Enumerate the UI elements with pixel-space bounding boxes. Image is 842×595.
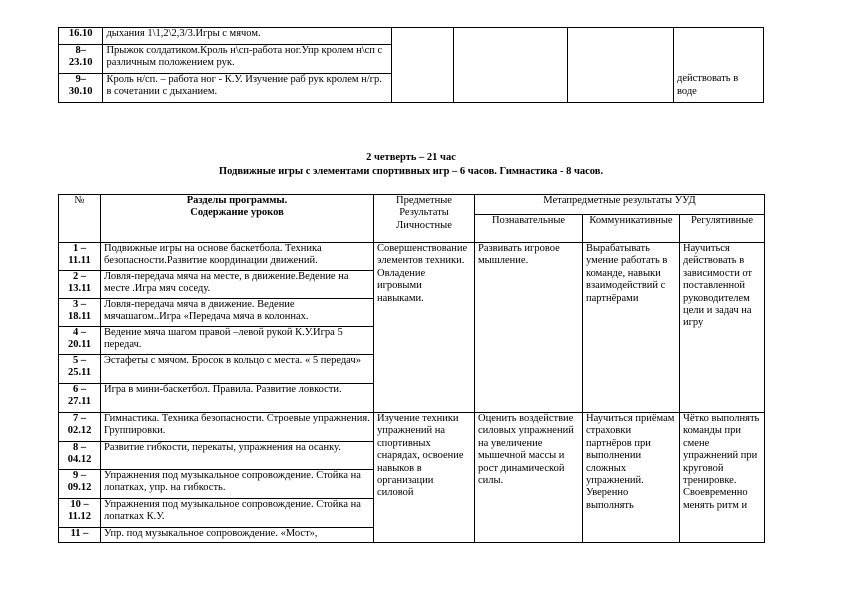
lesson-plan-table xyxy=(58,194,765,543)
lesson-content: Ловля-передача мяча в движение. Ведение мячашагом..Игра «Передача мяча в колоннах. xyxy=(101,299,374,327)
section-title: 2 четверть – 21 час xyxy=(366,152,456,163)
lesson-number: 5 – 25.11 xyxy=(59,355,101,384)
lesson-content: Игра в мини-баскетбол. Правила. Развитие ловкости. xyxy=(101,384,374,413)
block2-cognitive: Оценить воздействие силовых упражнений на увеличение мышечной массы и рост динамической силы. xyxy=(475,413,583,543)
subject-cell xyxy=(392,28,453,103)
block1-regulative: Научиться действовать в зависимости от поставленной руководителем цели и задач на игру xyxy=(680,243,765,413)
lesson-content: Развитие гибкости, перекаты, упражнения на осанку. xyxy=(101,442,374,470)
meta-results-header: Метапредметные результаты УУД xyxy=(475,195,765,215)
table-row xyxy=(59,28,764,45)
block1-subject: Совершенствование элементов техники. Овладение игровыми навыками. xyxy=(374,243,475,413)
sections-header: Разделы программы. Содержание уроков xyxy=(101,195,374,243)
block2-subject: Изучение техники упражнений на спортивных снарядах, освоение навыков в организации силовой xyxy=(374,413,475,543)
communicative-cell xyxy=(568,28,674,103)
lesson-number: 8– 23.10 xyxy=(59,45,103,74)
regulative-text: действовать в воде xyxy=(676,73,739,97)
header-row xyxy=(59,195,765,215)
lesson-content: Упражнения под музыкальное сопровождение. Стойка на лопатках, упр. на гибкость. xyxy=(101,470,374,499)
lesson-number: 1 – 11.11 xyxy=(59,243,101,271)
regulative-header: Регулятивные xyxy=(680,215,765,243)
regulative-cell xyxy=(673,28,763,103)
lesson-number: 11 – xyxy=(59,528,101,543)
lesson-number: 9 – 09.12 xyxy=(59,470,101,499)
block1-communicative: Вырабатывать умение работать в команде, навыки взаимодействий с партнёрами xyxy=(583,243,680,413)
cognitive-header: Познавательные xyxy=(475,215,583,243)
table-row xyxy=(59,243,765,271)
lesson-content: Подвижные игры на основе баскетбола. Техника безопасности.Развитие координации движений. xyxy=(101,243,374,271)
lesson-content: Эстафеты с мячом. Бросок в кольцо с места. « 5 передач» xyxy=(101,355,374,384)
lesson-content: Кроль н/сп. – работа ног - К.У. Изучение раб рук кролем н/гр. в сочетании с дыханием. xyxy=(103,74,392,103)
cognitive-cell xyxy=(453,28,567,103)
section-subtitle: Подвижные игры с элементами спортивных игр – 6 часов. Гимнастика - 8 часов. xyxy=(218,166,604,177)
lesson-content: Ведение мяча шагом правой –левой рукой К.У.Игра 5 передач. xyxy=(101,327,374,355)
lesson-number: 10 – 11.12 xyxy=(59,499,101,528)
top-table xyxy=(58,27,764,103)
block2-communicative: Научиться приёмам страховки партнёров при выполнении сложных упражнений. Уверенно выполнять xyxy=(583,413,680,543)
block2-regulative: Чётко выполнять команды при смене упражнений при круговой тренировке. Своевременно менять ритм и xyxy=(680,413,765,543)
communicative-header: Коммуникативные xyxy=(583,215,680,243)
lesson-number: 4 – 20.11 xyxy=(59,327,101,355)
lesson-number: 16.10 xyxy=(59,28,103,45)
lesson-number: 6 – 27.11 xyxy=(59,384,101,413)
lesson-number: 3 – 18.11 xyxy=(59,299,101,327)
lesson-number: 8 – 04.12 xyxy=(59,442,101,470)
lesson-content: Упражнения под музыкальное сопровождение. Стойка на лопатках К.У. xyxy=(101,499,374,528)
section-heading xyxy=(58,151,764,179)
lesson-content: дыхания 1\1,2\2,3/3.Игры с мячом. xyxy=(103,28,392,45)
lesson-number: 2 – 13.11 xyxy=(59,271,101,299)
lesson-content: Упр. под музыкальное сопровождение. «Мост», xyxy=(101,528,374,543)
lesson-number: 7 – 02.12 xyxy=(59,413,101,442)
lesson-content: Гимнастика. Техника безопасности. Строевые упражнения. Группировки. xyxy=(101,413,374,442)
lesson-number: 9– 30.10 xyxy=(59,74,103,103)
block1-cognitive: Развивать игровое мышление. xyxy=(475,243,583,413)
subject-results-header: Предметные Результаты Личностные xyxy=(374,195,475,243)
lesson-content: Прыжок солдатиком.Кроль н\сп-работа ног.Упр кролем н\сп с различным положением рук. xyxy=(103,45,392,74)
number-header: № xyxy=(59,195,101,243)
lesson-content: Ловля-передача мяча на месте, в движение.Ведение на месте .Игра мяч соседу. xyxy=(101,271,374,299)
table-row xyxy=(59,413,765,442)
